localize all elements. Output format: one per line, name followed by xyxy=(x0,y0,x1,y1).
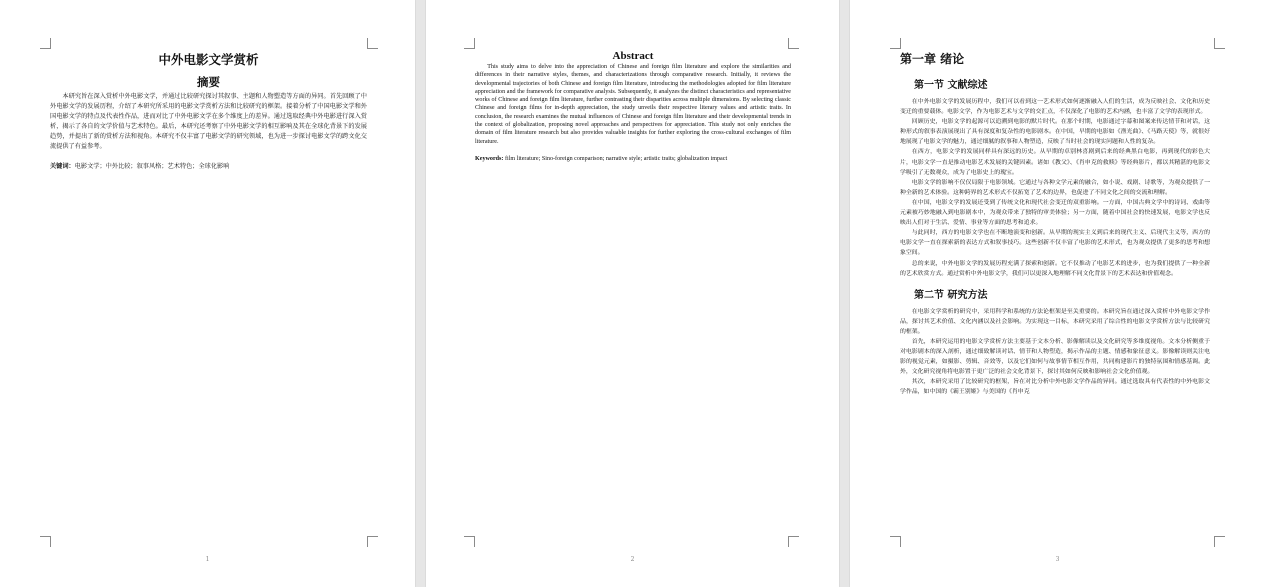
abstract-text: This study aims to delve into the appreciation of Chinese and foreign film literature and explore the similarities and differences in their narrative styles, themes, and characterizations through comparative research. Initially, it reviews the developmental trajectories of both Chinese and foreign film literature, introducing the methodologies adopted for film literature appreciation and the framework for comparative analysis. Subsequently, it analyzes the distinct characteristics and representative works of Chinese and foreign film literature, further contrasting their disparities across multiple dimensions. By selecting classic Chinese and foreign films for in-depth appreciation, the study unveils their respective literary values and artistic traits. In conclusion, the research examines the mutual influences of Chinese and foreign film literature and their developmental trends in the context of globalization, proposing novel approaches and perspectives for appreciation. This study not only enriches the domain of film literature research but also provides valuable insights for further exploring the cross-cultural exchanges of film literature. xyxy=(475,64,791,145)
page-1 xyxy=(0,0,415,587)
crop-mark-top-left xyxy=(890,38,901,49)
paragraph: 首先，本研究运用的电影文学赏析方法主要基于文本分析、影像解读以及文化研究等多维度视角。文本分析侧重于对电影剧本的深入剖析，通过细致解读对话、情节和人物塑造，揭示作品的主题、情感和象征意义。影像解读则关注电影的视觉元素，如摄影、剪辑、音效等，以及它们如何与故事情节相互作用，共同构建影片的独特氛围和情感基调。此外，文化研究视角将电影置于更广泛的社会文化背景下，探讨其如何反映和影响社会文化价值观。 xyxy=(900,338,1210,376)
paragraph: 总的来说，中外电影文学的发展历程充满了探索和创新。它不仅推动了电影艺术的进步，也为我们提供了一种全新的艺术欣赏方式。通过赏析中外电影文学，我们可以更深入地理解不同文化背景下的艺术表达和价值观念。 xyxy=(900,260,1210,277)
abstract-heading: 摘要 xyxy=(197,75,220,89)
paragraph: 回顾历史，电影文学的起源可以追溯到电影的默片时代。在那个时期，电影通过字幕和图案来传达情节和对话，这种形式的叙事表演展现出了具有深度和复杂性的电影剧本。在中国，早期的电影如《渔光曲》、《马路天使》等，就很好地展现了电影文学的魅力，通过细腻的叙事和人物塑造，反映了当时社会的现实问题和人性的复杂。 xyxy=(900,119,1210,146)
crop-mark-bottom-left xyxy=(464,536,475,547)
paragraph: 在西方，电影文学的发展同样具有深远的历史。从早期的卓别林喜剧到后来的经典黑白电影，再到现代的彩色大片，电影文学一直是推动电影艺术发展的关键因素。诸如《教父》、《肖申克的救赎》等经典影片，都以其精湛的电影文学吸引了无数观众，成为了电影史上的瑰宝。 xyxy=(900,149,1210,176)
abstract-text: 本研究旨在深入赏析中外电影文学，并通过比较研究探讨其叙事、主题和人物塑造等方面的异同。首先回顾了中外电影文学的发展历程，介绍了本研究所采用的电影文学赏析方法和比较研究的框架。接着分析了中国电影文学和外国电影文学的特点及代表性作品，进而对比了中外电影文学在多个维度上的差异。通过选取经典中外电影进行深入赏析，揭示了各自的文学价值与艺术特色。最后，本研究还考察了中外电影文学的相互影响及其在全球化背景下的发展趋势，并提出了新的赏析方法和视角。本研究不仅丰富了电影文学的研究领域，也为进一步探讨电影文学的跨文化交流提供了有益参考。 xyxy=(50,93,367,150)
section-title-research-methods: 第二节 研究方法 xyxy=(914,289,988,301)
page-2 xyxy=(426,0,839,587)
paragraph: 与此同时，西方的电影文学也在不断地演变和创新。从早期的现实主义到后来的现代主义、后现代主义等，西方的电影文学一直在探索新的表达方式和叙事技巧。这些创新不仅丰富了电影的艺术形式，也为观众提供了更多的思考和想象空间。 xyxy=(900,230,1210,257)
paragraph: 在中外电影文学的发展历程中，我们可以看到这一艺术形式如何逐渐融入人们的生活，成为反映社会、文化和历史变迁的重要载体。电影文学，作为电影艺术与文学的交汇点，不仅深化了电影的艺术内涵，也丰富了文学的表现形式。 xyxy=(900,99,1210,116)
crop-mark-bottom-right xyxy=(788,536,799,547)
keywords-text: film literature; Sino-foreign comparison; narrative style; artistic traits; globalization impact xyxy=(504,155,728,162)
section-research-methods-body xyxy=(900,307,1210,398)
paragraph: 在电影文学赏析的研究中，采用科学和系统的方法论框架是至关重要的。本研究旨在通过深入赏析中外电影文学作品，探讨其艺术价值、文化内涵以及社会影响。为实现这一目标，本研究采用了综合性的电影文学赏析方法与比较研究的框架。 xyxy=(900,308,1210,335)
section-title-literature-review: 第一节 文献综述 xyxy=(914,80,988,91)
page-3 xyxy=(850,0,1265,587)
keywords-line xyxy=(50,162,367,172)
paragraph: 电影文学的影响不仅仅局限于电影领域。它通过与各种文学元素的融合，如小说、戏剧、诗歌等，为观众提供了一种全新的艺术体验。这种跨界的艺术形式不仅拓宽了艺术的边界，也促进了不同文化之间的交流和理解。 xyxy=(900,179,1210,196)
crop-mark-bottom-left xyxy=(890,536,901,547)
keywords-label: Keywords: xyxy=(475,155,504,162)
keywords-text: 电影文学；中外比较；叙事风格；艺术特色；全球化影响 xyxy=(74,163,230,170)
paragraph: 其次，本研究采用了比较研究的框架，旨在对比分析中外电影文学作品的异同。通过选取具有代表性的中外电影文学作品，如中国的《霸王别姬》与美国的《肖申克 xyxy=(900,379,1210,396)
crop-mark-top-left xyxy=(464,38,475,49)
crop-mark-bottom-right xyxy=(1214,536,1225,547)
keywords-label: 关键词： xyxy=(50,163,75,170)
section-literature-review-body xyxy=(900,97,1210,279)
crop-mark-top-left xyxy=(40,38,51,49)
page-number: 3 xyxy=(1055,556,1060,563)
page-number: 2 xyxy=(630,556,635,563)
crop-mark-top-right xyxy=(788,38,799,49)
crop-mark-bottom-right xyxy=(367,536,378,547)
chapter-title: 第一章 绪论 xyxy=(900,52,965,66)
crop-mark-top-right xyxy=(1214,38,1225,49)
crop-mark-top-right xyxy=(367,38,378,49)
crop-mark-bottom-left xyxy=(40,536,51,547)
document-title: 中外电影文学赏析 xyxy=(158,52,259,67)
page-number: 1 xyxy=(205,556,210,563)
abstract-heading: Abstract xyxy=(612,50,654,62)
paragraph: 在中国，电影文学的发展还受到了传统文化和现代社会变迁的双重影响。一方面，中国古典文学中的诗词、戏曲等元素被巧妙地融入到电影剧本中，为观众带来了独特的审美体验；另一方面，随着中国社会的快速发展，电影文学也反映出人们对于生活、爱情、事业等方面的思考和追求。 xyxy=(900,199,1210,227)
keywords-line xyxy=(475,155,791,163)
